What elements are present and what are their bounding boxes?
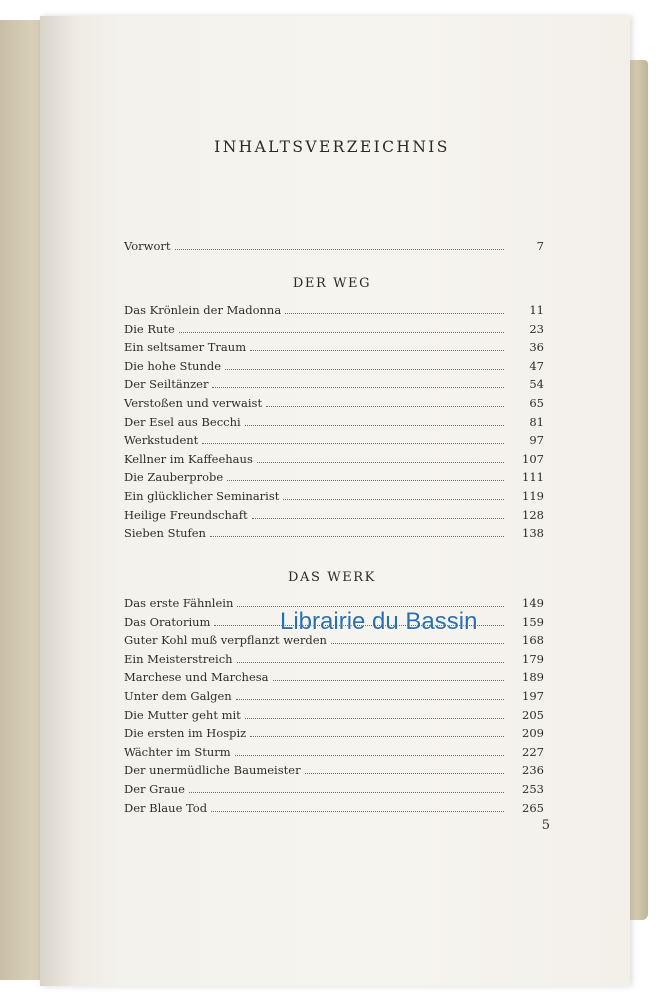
entry-title: Die ersten im Hospiz [124, 726, 247, 741]
dot-leader [245, 718, 504, 719]
toc-row [124, 763, 544, 781]
dot-leader [257, 462, 504, 463]
entry-title: Marchese und Marchesa [124, 670, 269, 685]
toc-row [124, 670, 544, 688]
entry-page-number: 227 [522, 744, 544, 759]
entry-page-number: 128 [522, 507, 544, 522]
entry-title: Der Graue [124, 782, 185, 796]
page-number: 5 [541, 818, 550, 833]
entry-title: Unter dem Galgen [124, 689, 232, 703]
dot-leader [235, 755, 504, 756]
entry-title: Kellner im Kaffeehaus [124, 451, 253, 466]
toc-row [124, 652, 544, 670]
dot-leader [331, 643, 504, 644]
entry-title: Der unermüdliche Baumeister [124, 763, 301, 778]
dot-leader [236, 699, 504, 700]
entry-title: Vorwort [124, 239, 171, 253]
entry-title: Die Mutter geht mit [124, 707, 241, 722]
entry-page-number: 36 [529, 340, 544, 355]
dot-leader [237, 662, 504, 663]
entry-page-number: 7 [536, 239, 544, 253]
dot-leader [250, 736, 504, 737]
toc-row [124, 452, 544, 470]
section-heading: DER WEG [292, 276, 372, 291]
entry-title: Die Zauberprobe [124, 470, 224, 485]
toc-row [124, 415, 544, 433]
toc-row [124, 801, 544, 819]
entry-page-number: 197 [522, 689, 544, 703]
toc-row [124, 708, 544, 726]
entry-page-number: 107 [522, 451, 544, 466]
entry-page-number: 265 [522, 800, 544, 815]
toc-row [124, 340, 544, 358]
toc-row [124, 433, 544, 451]
entry-title: Die hohe Stunde [124, 358, 222, 373]
dot-leader [305, 773, 504, 774]
dot-leader [237, 606, 504, 607]
entry-page-number: 119 [522, 489, 544, 503]
dot-leader [250, 350, 504, 351]
entry-title: Heilige Freundschaft [124, 507, 248, 522]
dot-leader [285, 313, 504, 314]
toc-row [124, 359, 544, 377]
dot-leader [245, 425, 504, 426]
toc-row [124, 508, 544, 526]
section-heading: DAS WERK [287, 570, 376, 585]
toc-row [124, 489, 544, 507]
entry-title: Ein glücklicher Seminarist [124, 489, 280, 503]
dot-leader [189, 792, 504, 793]
dot-leader [252, 518, 504, 519]
entry-title: Wächter im Sturm [124, 744, 231, 759]
dot-leader [210, 536, 504, 537]
entry-title: Ein seltsamer Traum [124, 340, 247, 355]
toc-row [124, 396, 544, 414]
entry-title: Sieben Stufen [124, 526, 206, 541]
entry-page-number: 111 [522, 470, 544, 485]
toc-row [124, 322, 544, 340]
entry-title: Die Rute [124, 321, 175, 336]
entry-title: Das Oratorium [124, 614, 211, 629]
dot-leader [175, 249, 504, 250]
toc-row [124, 726, 544, 744]
entry-title: Der Seiltänzer [124, 377, 209, 392]
dot-leader [225, 369, 504, 370]
entry-page-number: 205 [522, 707, 544, 722]
entry-title: Verstoßen und verwaist [124, 396, 263, 410]
dot-leader [202, 443, 504, 444]
dot-leader [227, 480, 504, 481]
toc-row [124, 745, 544, 763]
toc-row [124, 689, 544, 707]
entry-page-number: 138 [522, 526, 544, 541]
entry-title: Das Krönlein der Madonna [124, 303, 282, 317]
entry-page-number: 97 [529, 433, 544, 448]
entry-page-number: 81 [529, 414, 544, 429]
watermark-text: Librairie du Bassin [280, 608, 478, 635]
entry-page-number: 253 [522, 782, 544, 796]
toc-row [124, 377, 544, 395]
entry-page-number: 209 [522, 726, 544, 741]
entry-page-number: 65 [529, 396, 544, 410]
entry-page-number: 149 [522, 596, 544, 610]
toc-row [124, 782, 544, 800]
toc-title: INHALTSVERZEICHNIS [214, 138, 450, 156]
entry-title: Der Blaue Tod [124, 800, 208, 815]
entry-page-number: 168 [522, 633, 544, 648]
entry-title: Ein Meisterstreich [124, 651, 233, 666]
entry-title: Der Esel aus Becchi [124, 414, 241, 429]
dot-leader [211, 811, 504, 812]
entry-title: Guter Kohl muß verpflanzt werden [124, 633, 327, 648]
dot-leader [283, 499, 504, 500]
entry-page-number: 11 [529, 303, 544, 317]
dot-leader [179, 332, 504, 333]
entry-title: Das erste Fähnlein [124, 596, 234, 610]
toc-row [124, 526, 544, 544]
entry-page-number: 54 [529, 377, 544, 392]
entry-page-number: 179 [522, 651, 544, 666]
toc-row-preface [124, 239, 544, 257]
toc-row [124, 303, 544, 321]
entry-page-number: 23 [529, 321, 544, 336]
toc-row [124, 470, 544, 488]
entry-page-number: 189 [522, 670, 544, 685]
entry-title: Werkstudent [124, 433, 199, 448]
dot-leader [212, 387, 504, 388]
entry-page-number: 236 [522, 763, 544, 778]
entry-page-number: 47 [529, 358, 544, 373]
dot-leader [273, 680, 504, 681]
dot-leader [266, 406, 504, 407]
entry-page-number: 159 [522, 614, 544, 629]
